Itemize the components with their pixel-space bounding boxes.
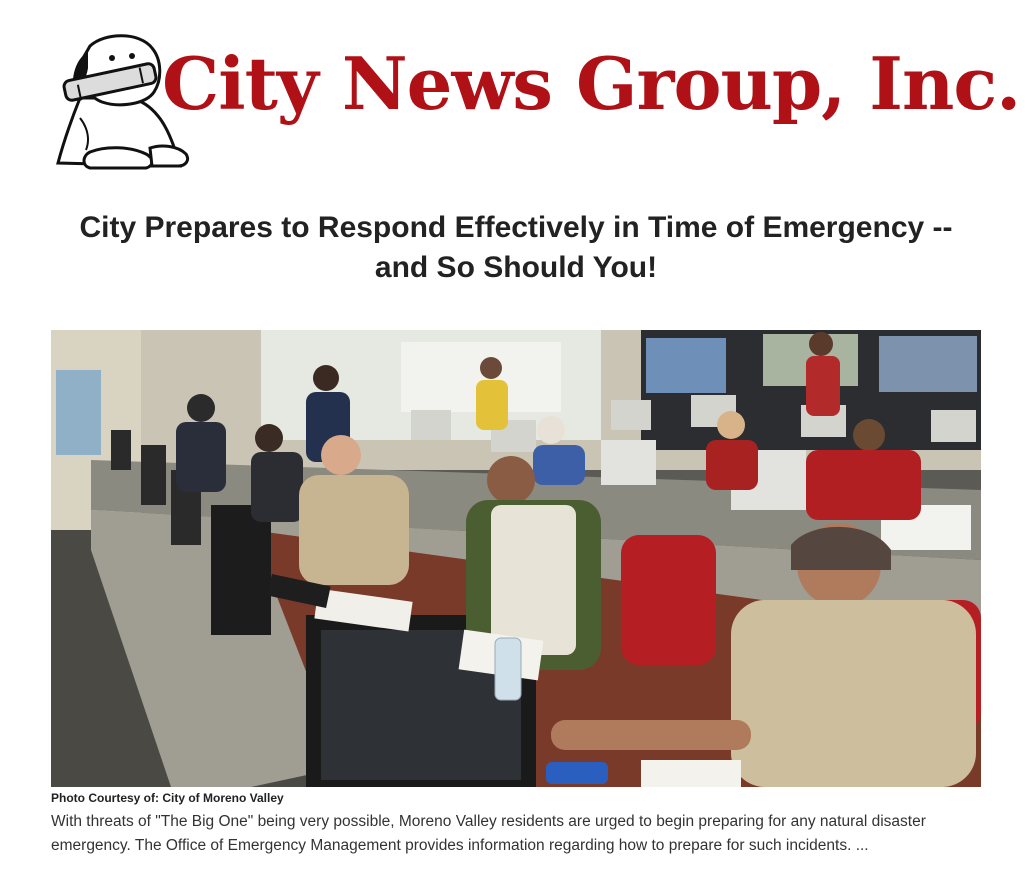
emergency-operations-center-photo [51,330,981,787]
brand-name[interactable]: City News Group, Inc. [162,41,1021,126]
article-photo[interactable] [51,330,981,787]
article-summary: With threats of "The Big One" being very possible, Moreno Valley residents are urged to begin preparing for any natural disaster emergency. The Office of Emergency Management provides information regarding how to prepare for such incidents. ... [51,813,926,854]
photo-caption: Photo Courtesy of: City of Moreno Valley [51,791,284,805]
article-headline[interactable]: City Prepares to Respond Effectively in Time of Emergency -- and So Should You! [79,211,953,284]
masthead [50,28,1021,178]
